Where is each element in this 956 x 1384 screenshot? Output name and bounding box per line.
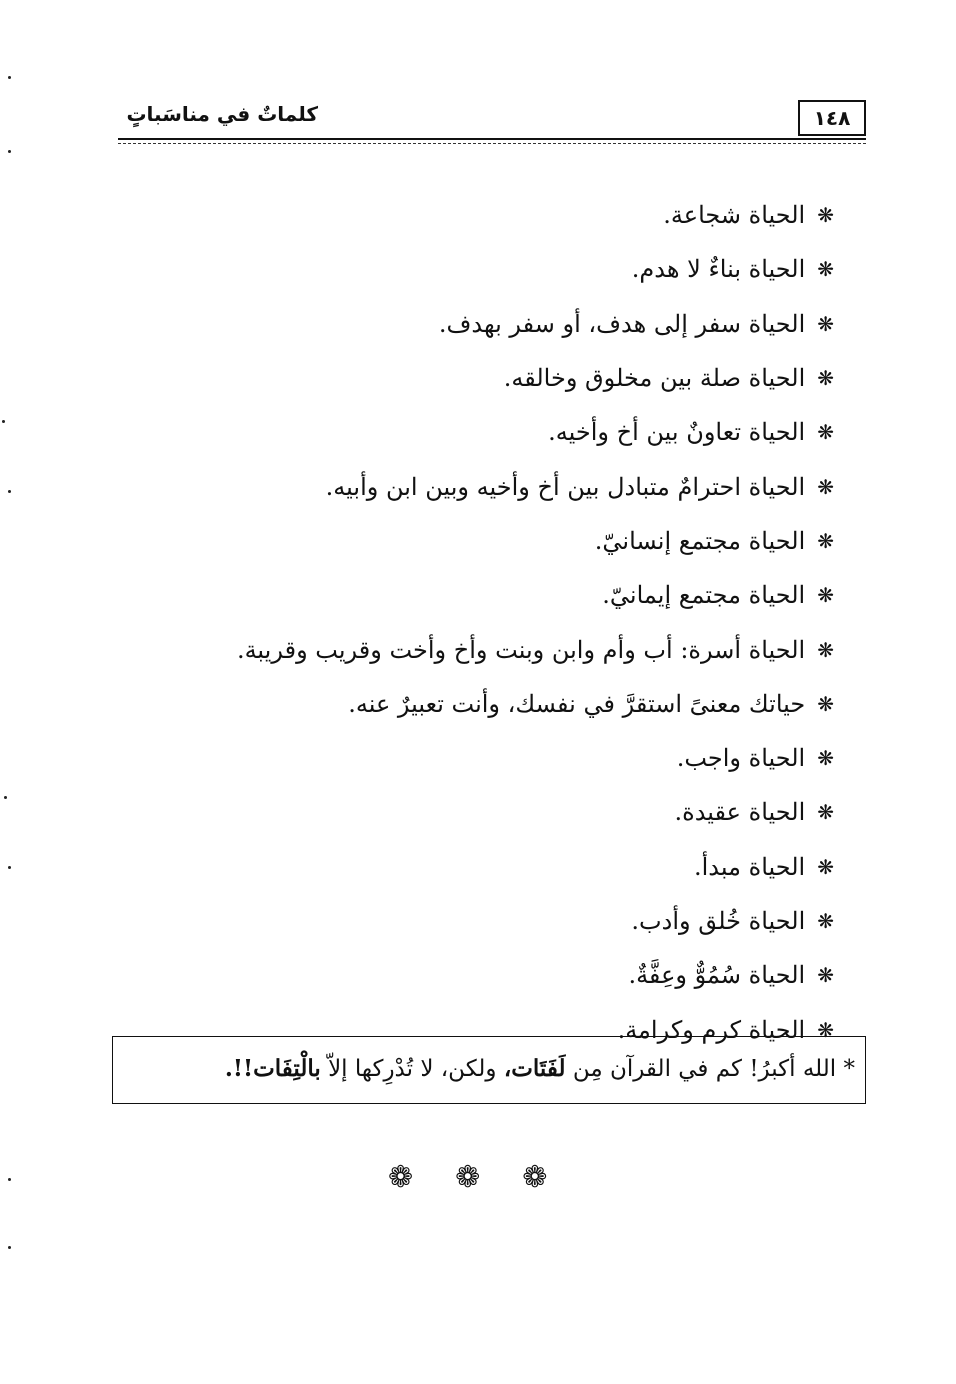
list-item	[150, 785, 834, 839]
list-item	[150, 840, 834, 894]
flower-ornament-icon: ❁	[455, 1160, 507, 1195]
quote-box	[112, 1036, 866, 1104]
margin-speck	[8, 76, 11, 79]
star-bullet-icon: ❋	[817, 583, 834, 608]
star-bullet-icon: ❋	[817, 528, 834, 553]
header-rule-secondary	[118, 143, 866, 144]
margin-speck	[2, 420, 5, 423]
star-bullet-icon: ❋	[817, 420, 834, 445]
page-number: ١٤٨	[798, 100, 866, 136]
star-bullet-icon: ❋	[817, 203, 834, 228]
flower-ornament-icon: ❁	[388, 1160, 440, 1195]
running-title: كلماتٌ في مناسَباتٍ	[126, 102, 318, 126]
star-bullet-icon: ❋	[817, 963, 834, 988]
quote-text: كم في القرآن مِن	[572, 1056, 742, 1082]
star-bullet-icon: ❋	[817, 474, 834, 499]
margin-speck	[8, 1178, 11, 1181]
saying-text: الحياة شجاعة.	[663, 201, 806, 230]
star-bullet-icon: ❋	[817, 1017, 834, 1042]
saying-text: الحياة مبدأ.	[694, 852, 806, 881]
header-rule	[118, 138, 866, 140]
star-bullet-icon: ❋	[817, 366, 834, 391]
star-bullet-icon: ❋	[817, 800, 834, 825]
list-item	[150, 188, 834, 242]
saying-text: الحياة سفر إلى هدف، أو سفر بهدف.	[438, 309, 806, 338]
saying-text: الحياة كرم وكرامة.	[617, 1015, 806, 1044]
list-item	[150, 405, 834, 459]
star-bullet-icon: ❋	[817, 854, 834, 879]
list-item	[150, 948, 834, 1002]
list-item	[150, 459, 834, 513]
saying-text: الحياة واجب.	[676, 744, 806, 773]
quote-exclamation: الله أكبرُ!	[749, 1056, 837, 1082]
saying-text: الحياة مجتمع إيمانيّ.	[602, 581, 806, 610]
section-end-ornaments	[380, 1160, 580, 1195]
list-item	[150, 894, 834, 948]
star-bullet-icon: ❋	[817, 637, 834, 662]
list-item	[150, 622, 834, 676]
star-bullet-icon: ❋	[817, 909, 834, 933]
margin-speck	[8, 1246, 11, 1249]
saying-text: الحياة بناءٌ لا هدم.	[631, 255, 806, 284]
saying-text: الحياة احترامٌ متبادل بين أخ وأخيه وبين ابن وأبيه.	[325, 472, 806, 501]
star-bullet-icon: ❋	[817, 691, 834, 716]
saying-text: الحياة تعاونٌ بين أخ وأخيه.	[548, 418, 806, 447]
saying-text: الحياة سُمُوٌّ وعِفَّةٌ.	[628, 961, 806, 990]
list-item	[150, 568, 834, 622]
list-item	[150, 514, 834, 568]
flower-ornament-icon: ❁	[522, 1160, 574, 1195]
star-bullet-icon: ❋	[817, 746, 834, 771]
page-header	[118, 96, 866, 146]
margin-speck	[8, 866, 11, 869]
list-item	[150, 297, 834, 351]
saying-text: الحياة أسرة: أب وأم وابن وبنت وأخ وأخت وقريب وقريبة.	[236, 635, 806, 664]
list-item	[150, 351, 834, 405]
margin-speck	[4, 796, 7, 799]
list-item	[150, 677, 834, 731]
saying-text: الحياة مجتمع إنسانيّ.	[594, 526, 806, 555]
saying-text: الحياة خُلق وأدب.	[631, 907, 806, 935]
quote-marker: *	[843, 1056, 855, 1082]
quote-text-continued: ولكن، لا تُدْرِكها إلاّ	[328, 1056, 497, 1082]
margin-speck	[8, 150, 11, 153]
saying-text: الحياة صلة بين مخلوق وخالقه.	[503, 364, 806, 393]
star-bullet-icon: ❋	[817, 257, 834, 282]
sayings-list	[150, 188, 834, 1057]
list-item	[150, 731, 834, 785]
margin-speck	[8, 490, 11, 493]
saying-text: الحياة عقيدة.	[674, 798, 806, 827]
star-bullet-icon: ❋	[817, 311, 834, 336]
quote-emphasis-lafatat: لَفَتَات،	[503, 1055, 566, 1082]
saying-text: حياتك معنىً استقرَّ في نفسك، وأنت تعبيرٌ عنه.	[348, 689, 806, 718]
list-item	[150, 242, 834, 296]
quote-emphasis-iltifat: بالْتِفَات!!.	[224, 1055, 321, 1082]
